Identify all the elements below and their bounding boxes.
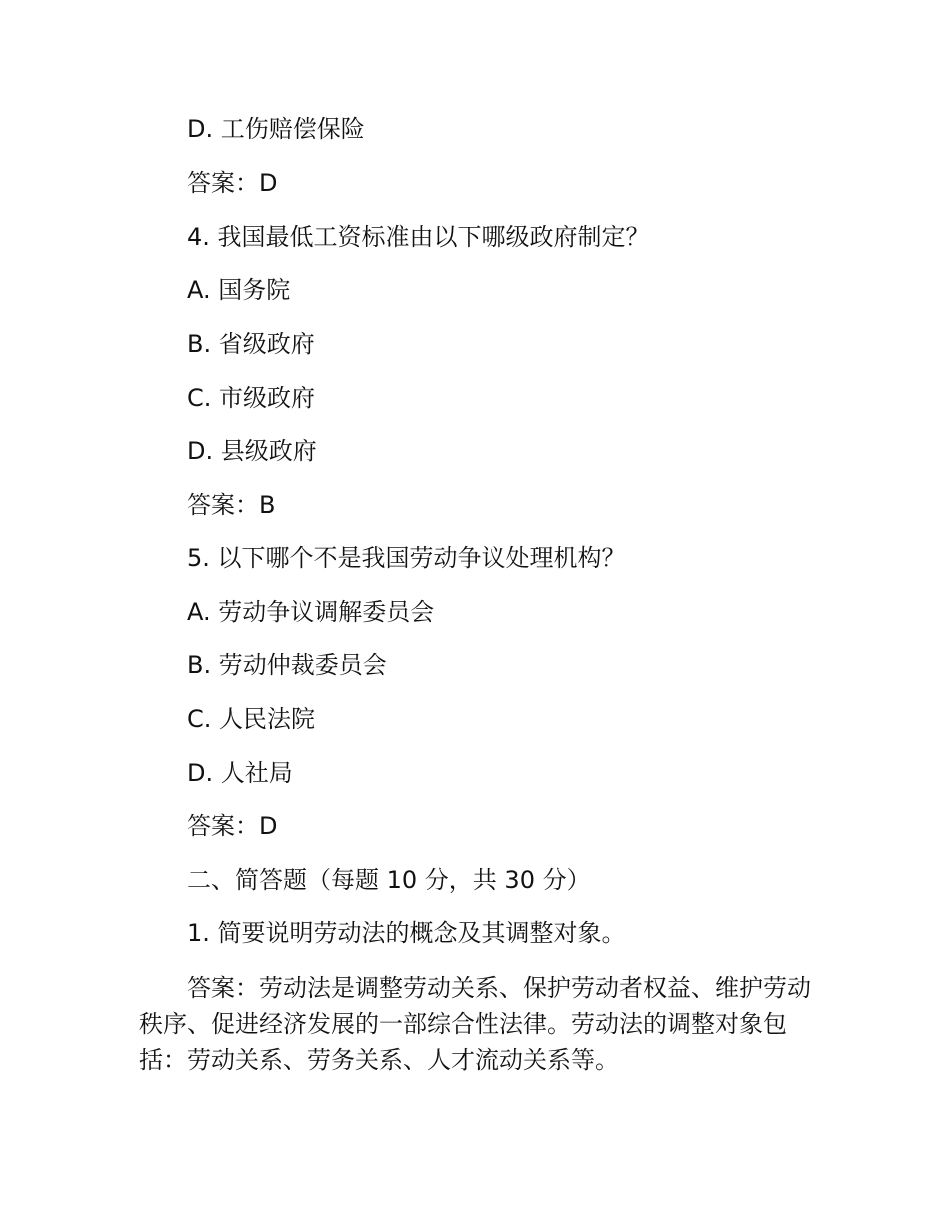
q3-option-d: D. 工伤赔偿保险 <box>187 115 365 143</box>
sa1-answer-paragraph: 答案：劳动法是调整劳动关系、保护劳动者权益、维护劳动秩序、促进经济发展的一部综合性法律。劳动法的调整对象包括：劳动关系、劳务关系、人才流动关系等。 <box>139 974 811 1074</box>
q4-option-d: D. 县级政府 <box>187 437 317 465</box>
q5-option-a: A. 劳动争议调解委员会 <box>187 598 435 626</box>
q4-question: 4. 我国最低工资标准由以下哪级政府制定？ <box>187 223 650 251</box>
q5-option-c: C. 人民法院 <box>187 705 316 733</box>
q4-option-a: A. 国务院 <box>187 276 291 304</box>
sa1-question: 1. 简要说明劳动法的概念及其调整对象。 <box>187 919 626 947</box>
q4-option-b: B. 省级政府 <box>187 330 315 358</box>
q5-option-d: D. 人社局 <box>187 759 293 787</box>
q4-answer: 答案：B <box>187 491 276 519</box>
section-heading: 二、简答题（每题 10 分，共 30 分） <box>187 866 591 894</box>
q4-option-c: C. 市级政府 <box>187 384 316 412</box>
q5-option-b: B. 劳动仲裁委员会 <box>187 651 387 679</box>
q5-answer: 答案：D <box>187 812 278 840</box>
q5-question: 5. 以下哪个不是我国劳动争议处理机构？ <box>187 544 626 572</box>
q3-answer: 答案：D <box>187 169 278 197</box>
